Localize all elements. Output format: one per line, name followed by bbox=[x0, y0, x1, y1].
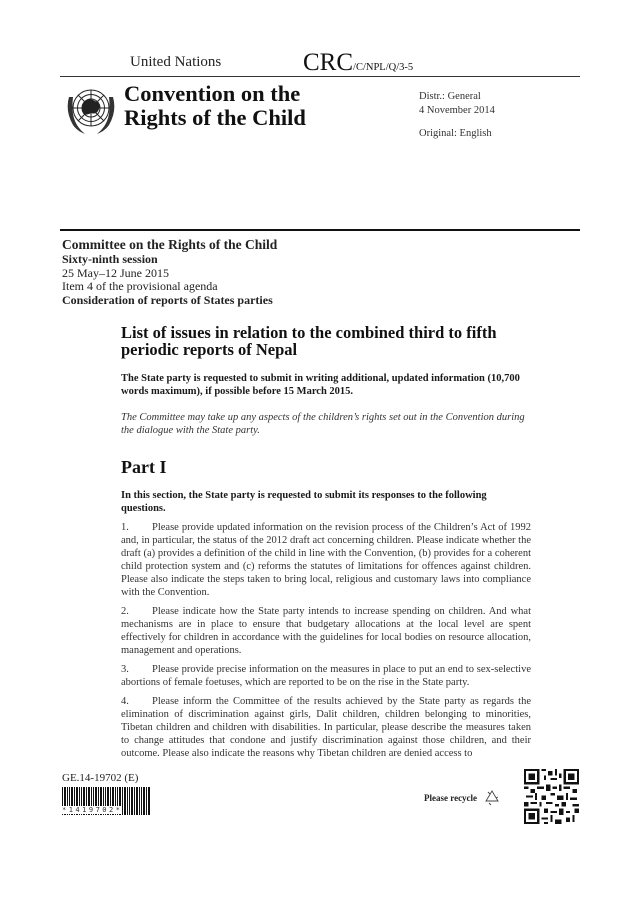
recycle-label: Please recycle bbox=[424, 793, 478, 803]
part-heading: Part I bbox=[121, 457, 167, 477]
title-line-1: Convention on the bbox=[124, 81, 301, 106]
paragraph bbox=[121, 663, 531, 689]
organization-name: United Nations bbox=[130, 54, 222, 70]
distribution: Distr.: General bbox=[419, 91, 481, 102]
paragraph bbox=[121, 695, 531, 760]
paragraph-text: Please provide precise information on the measures in place to put an end to sex-selective abortions of female foetuses, which are reported to be on the rise in the State party. bbox=[121, 664, 531, 688]
paragraph-number: 3. bbox=[121, 664, 129, 675]
submission-request: The State party is requested to submit in writing additional, updated information (10,700 words maximum), if possible before 15 March 2015. bbox=[121, 373, 520, 397]
agenda-item: Item 4 of the provisional agenda bbox=[62, 279, 218, 293]
agenda-consideration: Consideration of reports of States parties bbox=[62, 292, 273, 307]
paragraph bbox=[121, 521, 531, 599]
session: Sixty-ninth session bbox=[62, 252, 158, 266]
session-dates: 25 May–12 June 2015 bbox=[62, 265, 169, 280]
header-rule bbox=[60, 76, 580, 77]
paragraph-number: 2. bbox=[121, 606, 129, 617]
paragraph-text: Please inform the Committee of the results achieved by the State party as regards the elimination of discrimination against girls, Dalit children, children belonging to minorities, Tibetan children and children with disabilities. In particular, please describe the measures taken to change attitudes that condone and justify discrimination against those children, and their outcome. Please also indicate the reasons why Tibetan children are denied access to bbox=[121, 696, 531, 759]
title-line-2: Rights of the Child bbox=[124, 105, 306, 130]
recycle-icon bbox=[483, 789, 501, 807]
document-code: GE.14-19702 (E) bbox=[62, 772, 139, 784]
committee-name: Committee on the Rights of the Child bbox=[62, 237, 278, 252]
section-rule bbox=[60, 229, 580, 231]
document-symbol bbox=[303, 49, 413, 77]
main-body bbox=[121, 324, 531, 766]
qr-code-icon bbox=[524, 769, 579, 824]
document-title-header bbox=[124, 82, 306, 130]
committee-block bbox=[62, 237, 277, 307]
paragraph-number: 4. bbox=[121, 696, 129, 707]
distribution-block bbox=[419, 90, 495, 118]
paragraph bbox=[121, 605, 531, 657]
paragraph-text: Please indicate how the State party intends to increase spending on children. And what mechanisms are in place to ensure that budgetary allocations at the local level are spent effectively for children in accordance with the guidelines for local bodies on resource allocation, management and operations. bbox=[121, 606, 531, 656]
paragraph-text: Please provide updated information on the revision process of the Children’s Act of 1992 and, in particular, the status of the 2012 draft act concerning children. Please indicate whether the draft (a) provides a definition of the child in line with the Convention, (b) provides for a coherent child protection system and (c) reforms the statutes of limitations for offences against children. Please also indicate the steps taken to bring local, religious and customary laws into compliance with the Convention. bbox=[121, 522, 531, 598]
section-intro: In this section, the State party is requested to submit its responses to the following questions. bbox=[121, 490, 487, 514]
committee-note: The Committee may take up any aspects of the children’s rights set out in the Convention during the dialogue with the State party. bbox=[121, 412, 525, 436]
barcode-number: *1419702* bbox=[62, 806, 123, 814]
un-emblem-icon bbox=[63, 81, 119, 137]
symbol-suffix: /C/NPL/Q/3-5 bbox=[353, 62, 414, 73]
symbol-main: CRC bbox=[303, 49, 354, 76]
paragraph-number: 1. bbox=[121, 522, 129, 533]
list-of-issues-title: List of issues in relation to the combined third to fifth periodic reports of Nepal bbox=[121, 323, 497, 359]
original-language: Original: English bbox=[419, 128, 492, 139]
issue-date: 4 November 2014 bbox=[419, 105, 495, 116]
